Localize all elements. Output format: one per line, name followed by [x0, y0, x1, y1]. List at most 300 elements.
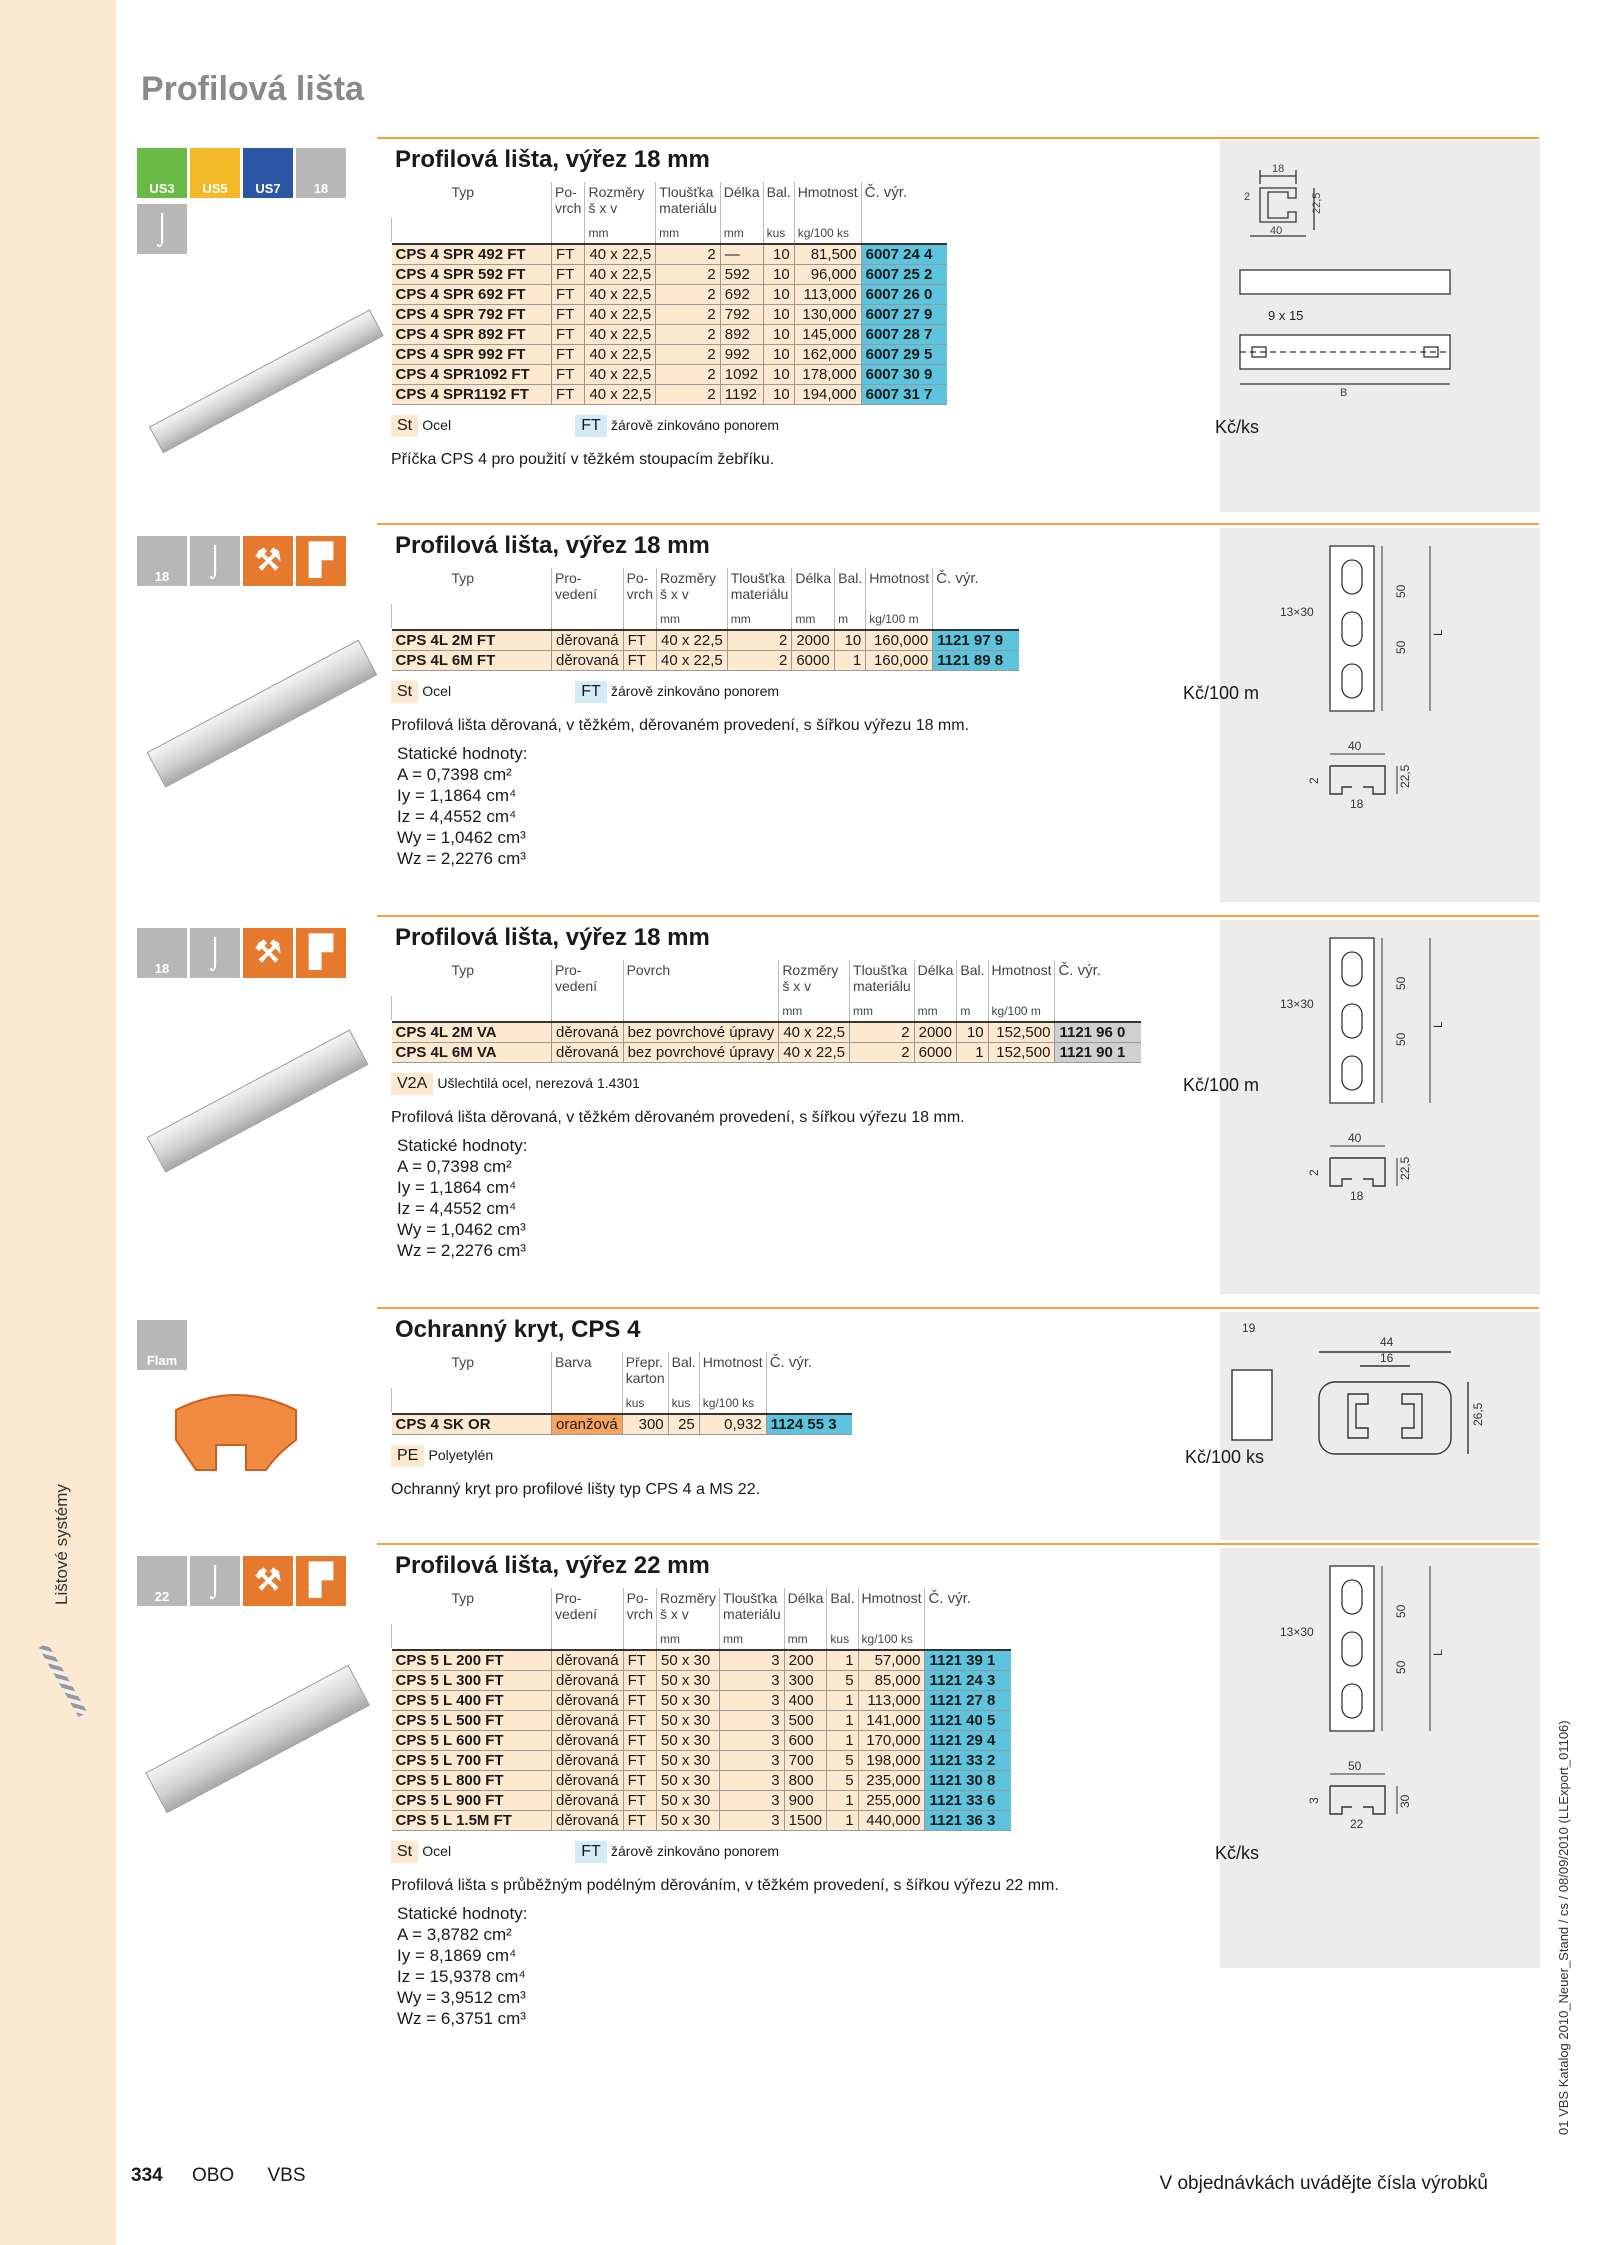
unit-label [623, 996, 779, 1020]
table-cell: CPS 4L 6M FT [392, 651, 552, 671]
table-row [392, 285, 948, 305]
width-label: 40 [1348, 1131, 1362, 1145]
stat-value: Wy = 1,0462 cm³ [397, 828, 526, 847]
section-divider [377, 915, 1539, 917]
icon-label: 18 [154, 569, 170, 584]
table-cell: 300 [784, 1671, 827, 1691]
unit-label: m [835, 604, 866, 628]
feature-icons [137, 148, 357, 254]
pitch-label: 50 [1394, 976, 1408, 990]
column-header: Bal. [668, 1352, 699, 1388]
table-cell: FT [623, 1751, 656, 1771]
svg-text:2: 2 [1244, 191, 1251, 203]
stat-value: Iz = 15,9378 cm⁴ [397, 1967, 526, 1986]
table-cell: 692 [720, 285, 763, 305]
price-unit: Kč/100 m [1182, 1075, 1259, 1095]
protective-cap-image [146, 1380, 366, 1490]
table-cell: CPS 4 SPR 492 FT [392, 244, 552, 265]
table-cell: CPS 4 SPR 692 FT [392, 285, 552, 305]
feature-icons [137, 928, 357, 978]
nail-gun-icon: ▛ [296, 928, 346, 978]
table-cell: děrovaná [552, 1043, 624, 1063]
pitch-label: 50 [1394, 640, 1408, 654]
table-cell: 113,000 [858, 1691, 925, 1711]
material-legend [377, 1073, 1539, 1103]
pitch-label: 50 [1394, 1032, 1408, 1046]
table-cell: 235,000 [858, 1771, 925, 1791]
width-label: 50 [1348, 1759, 1362, 1773]
table-cell: 25 [668, 1414, 699, 1435]
unit-label: mm [720, 1624, 785, 1648]
column-header: Tloušťka materiálu [720, 1588, 785, 1624]
section-title: Profilová lišta, výřez 18 mm [395, 532, 710, 559]
column-header: Po- vrch [623, 1588, 656, 1624]
column-header: Po- vrch [623, 568, 656, 604]
table-cell: 2 [727, 630, 792, 651]
unit-label: mm [914, 996, 957, 1020]
table-cell: 600 [784, 1731, 827, 1751]
svg-text:9 x 15: 9 x 15 [1268, 308, 1304, 323]
table-cell: 50 x 30 [657, 1671, 720, 1691]
unit-label [933, 604, 1019, 628]
column-header: Pro- vedení [552, 960, 624, 996]
column-header: Bal. [763, 182, 794, 218]
product-table [391, 182, 947, 405]
table-cell: 3 [720, 1711, 785, 1731]
icon-label: US7 [255, 181, 281, 196]
feature-icons [137, 1320, 357, 1370]
table-cell: 40 x 22,5 [779, 1043, 850, 1063]
table-cell: 10 [763, 305, 794, 325]
article-number: 1121 29 4 [925, 1731, 1011, 1751]
table-cell: 800 [784, 1771, 827, 1791]
section-divider [377, 1307, 1539, 1309]
material-name: Ušlechtilá ocel, nerezová 1.4301 [437, 1075, 640, 1091]
table-cell: bez povrchové úpravy [623, 1022, 779, 1043]
table-cell: 6000 [792, 651, 835, 671]
section-description: Profilová lišta s průběžným podélným děrováním, v těžkém provedení, s šířkou výřezu 22 mm. [391, 1877, 1059, 1894]
drill-icon: ⚒ [243, 1556, 293, 1606]
table-cell: 10 [763, 265, 794, 285]
unit-label [925, 1624, 1011, 1648]
column-header: Délka [914, 960, 957, 996]
table-cell: 50 x 30 [657, 1811, 720, 1831]
material-code: V2A [391, 1073, 433, 1095]
table-cell: FT [623, 1811, 656, 1831]
length-label: L [1431, 629, 1445, 636]
article-number: 6007 24 4 [861, 244, 947, 265]
unit-label: mm [656, 218, 721, 242]
article-number: 1121 89 8 [933, 651, 1019, 671]
rail-product-image [146, 285, 366, 445]
finish-code: FT [575, 415, 607, 437]
unit-label [623, 1624, 656, 1648]
thickness-label: 3 [1307, 1797, 1321, 1804]
table-cell: FT [623, 1791, 656, 1811]
material-code: St [391, 1841, 418, 1863]
table-row [392, 244, 948, 265]
article-number: 6007 31 7 [861, 385, 947, 405]
hook-icon: ⌡ [137, 204, 187, 254]
table-cell: CPS 4 SPR 992 FT [392, 345, 552, 365]
unit-label [623, 604, 656, 628]
unit-label: kus [827, 1624, 858, 1648]
table-cell: 1092 [720, 365, 763, 385]
section-title: Profilová lišta, výřez 18 mm [395, 924, 710, 951]
column-header: Povrch [623, 960, 779, 996]
material-code: St [391, 415, 418, 437]
footer-division: VBS [267, 2165, 306, 2186]
column-header: Č. výr. [766, 1352, 852, 1388]
unit-label [552, 1388, 623, 1412]
table-cell: 10 [763, 365, 794, 385]
slot-size-label: 13×30 [1280, 997, 1314, 1011]
table-cell: 10 [763, 385, 794, 405]
table-cell: 440,000 [858, 1811, 925, 1831]
table-cell: 592 [720, 265, 763, 285]
table-cell: děrovaná [552, 1650, 624, 1671]
material-code: St [391, 681, 418, 703]
table-cell: CPS 4 SPR1192 FT [392, 385, 552, 405]
column-header: Typ [451, 962, 475, 978]
table-cell: FT [623, 1691, 656, 1711]
column-header: Bal. [957, 960, 988, 996]
table-cell: 96,000 [794, 265, 861, 285]
unit-label [392, 1624, 552, 1648]
column-header: Tloušťka materiálu [727, 568, 792, 604]
vertical-print-note: 01 VBS Katalog 2010_Neuer_Stand / cs / 08/09/2010 (LLExport_01106) [1556, 1720, 1571, 2135]
table-cell: 141,000 [858, 1711, 925, 1731]
section-description: Příčka CPS 4 pro použití v těžkém stoupacím žebříku. [391, 451, 775, 468]
column-header: Č. výr. [933, 568, 1019, 604]
section-description: Ochranný kryt pro profilové lišty typ CPS 4 a MS 22. [391, 1481, 761, 1498]
height-label: 22,5 [1398, 1156, 1412, 1180]
unit-label: mm [779, 996, 850, 1020]
table-cell: 3 [720, 1671, 785, 1691]
column-header: Hmotnost [988, 960, 1055, 996]
product-table [391, 960, 1141, 1063]
height-label: 30 [1398, 1794, 1412, 1808]
table-cell: 5 [827, 1751, 858, 1771]
icon-label: Flam [146, 1353, 178, 1368]
feature-icons [137, 1556, 357, 1606]
material-legend [377, 1841, 1539, 1871]
table-cell: CPS 5 L 600 FT [392, 1731, 552, 1751]
article-number: 1121 39 1 [925, 1650, 1011, 1671]
width-label: 40 [1348, 739, 1362, 753]
article-number: 1121 96 0 [1055, 1022, 1141, 1043]
unit-label: mm [850, 996, 915, 1020]
unit-label: mm [585, 218, 656, 242]
unit-label: kg/100 m [988, 996, 1055, 1020]
article-number: 6007 27 9 [861, 305, 947, 325]
table-cell: FT [623, 1771, 656, 1791]
table-cell: CPS 5 L 500 FT [392, 1711, 552, 1731]
column-header: Rozměry š x v [585, 182, 656, 218]
table-cell: FT [552, 345, 585, 365]
stat-value: Wz = 6,3751 cm³ [397, 2009, 526, 2028]
column-header: Rozměry š x v [779, 960, 850, 996]
table-row [392, 1671, 1011, 1691]
section-title: Ochranný kryt, CPS 4 [395, 1316, 641, 1343]
table-cell: 85,000 [858, 1671, 925, 1691]
finish-name: žárově zinkováno ponorem [610, 683, 780, 699]
table-cell: 2 [850, 1043, 915, 1063]
table-cell: 40 x 22,5 [585, 285, 656, 305]
length-label: L [1431, 1021, 1445, 1028]
table-cell: 2 [656, 285, 721, 305]
svg-text:18: 18 [1272, 163, 1285, 175]
material-name: Polyetylén [428, 1447, 494, 1463]
table-row [392, 630, 1019, 651]
material-code: PE [391, 1445, 424, 1467]
slot-width-label: 18 [1350, 1189, 1364, 1203]
table-cell: 170,000 [858, 1731, 925, 1751]
icon-label: 18 [154, 961, 170, 976]
svg-text:40: 40 [1270, 225, 1283, 237]
feature-icons [137, 536, 357, 586]
table-cell: děrovaná [552, 651, 624, 671]
product-section-4 [377, 1310, 1539, 1499]
table-cell: oranžová [552, 1414, 623, 1435]
flame-protect-icon [137, 1320, 187, 1370]
table-cell: FT [552, 265, 585, 285]
table-cell: děrovaná [552, 1751, 624, 1771]
table-row [392, 1771, 1011, 1791]
table-cell: 40 x 22,5 [585, 325, 656, 345]
table-cell: 194,000 [794, 385, 861, 405]
table-cell: 40 x 22,5 [585, 244, 656, 265]
price-unit: Kč/ks [1214, 1843, 1259, 1863]
table-cell: FT [552, 244, 585, 265]
column-header: Bal. [835, 568, 866, 604]
stats-heading: Statické hodnoty: [397, 1136, 528, 1155]
article-number: 1121 40 5 [925, 1711, 1011, 1731]
table-cell: 6000 [914, 1043, 957, 1063]
product-table [391, 568, 1019, 671]
table-cell: 1192 [720, 385, 763, 405]
table-cell: FT [552, 365, 585, 385]
svg-text:B: B [1340, 387, 1348, 399]
stat-value: Iz = 4,4552 cm⁴ [397, 1199, 517, 1218]
table-cell: děrovaná [552, 1771, 624, 1791]
table-cell: 50 x 30 [657, 1731, 720, 1751]
unit-label: kg/100 ks [794, 218, 861, 242]
table-row [392, 1022, 1141, 1043]
column-header: Hmotnost [866, 568, 933, 604]
slot-width-label: 18 [1350, 797, 1364, 811]
footer-note: V objednávkách uvádějte čísla výrobků [1159, 2173, 1488, 2194]
article-number: 1121 30 8 [925, 1771, 1011, 1791]
table-cell: FT [623, 1731, 656, 1751]
table-cell: 1 [827, 1791, 858, 1811]
thickness-label: 2 [1307, 1169, 1321, 1176]
table-cell: 2 [656, 244, 721, 265]
unit-label: m [957, 996, 988, 1020]
table-row [392, 651, 1019, 671]
column-header: Hmotnost [858, 1588, 925, 1624]
svg-text:16: 16 [1380, 1351, 1394, 1365]
table-cell: bez povrchové úpravy [623, 1043, 779, 1063]
product-section-3 [377, 918, 1539, 1261]
unit-label: kus [622, 1388, 668, 1412]
unit-label [552, 218, 585, 242]
unit-label: mm [657, 1624, 720, 1648]
stat-value: Wy = 1,0462 cm³ [397, 1220, 526, 1239]
table-cell: 3 [720, 1791, 785, 1811]
table-cell: děrovaná [552, 1022, 624, 1043]
article-number: 6007 30 9 [861, 365, 947, 385]
stat-value: A = 0,7398 cm² [397, 1157, 512, 1176]
length-label: L [1431, 1649, 1445, 1656]
table-cell: 145,000 [794, 325, 861, 345]
hook-icon: ⌡ [190, 928, 240, 978]
unit-label [766, 1388, 852, 1412]
article-number: 1124 55 3 [766, 1414, 852, 1435]
table-cell: 40 x 22,5 [585, 365, 656, 385]
footer-brand: OBO [191, 2165, 235, 2186]
slot-22-icon [137, 1556, 187, 1606]
finish-code: FT [575, 681, 607, 703]
icon-label: 18 [313, 181, 329, 196]
table-cell: 1 [827, 1691, 858, 1711]
table-cell: CPS 5 L 200 FT [392, 1650, 552, 1671]
table-cell: 113,000 [794, 285, 861, 305]
unit-label [392, 604, 552, 628]
section-title: Profilová lišta, výřez 22 mm [395, 1552, 710, 1579]
us3-icon [137, 148, 187, 198]
stat-value: Wz = 2,2276 cm³ [397, 849, 526, 868]
material-legend [377, 1445, 1539, 1475]
material-name: Ocel [422, 417, 452, 433]
svg-text:26,5: 26,5 [1471, 1402, 1485, 1426]
table-cell: 3 [720, 1811, 785, 1831]
table-cell: 3 [720, 1731, 785, 1751]
table-cell: FT [623, 630, 656, 651]
table-cell: 700 [784, 1751, 827, 1771]
column-header: Délka [720, 182, 763, 218]
table-cell: FT [552, 325, 585, 345]
column-header: Tloušťka materiálu [656, 182, 721, 218]
table-cell: 3 [720, 1751, 785, 1771]
stat-value: Wy = 3,9512 cm³ [397, 1988, 526, 2007]
table-row [392, 1791, 1011, 1811]
table-cell: 400 [784, 1691, 827, 1711]
article-number: 6007 28 7 [861, 325, 947, 345]
price-unit: Kč/100 m [1182, 683, 1259, 703]
unit-label [392, 1388, 552, 1412]
pitch-label: 50 [1394, 1604, 1408, 1618]
stat-value: Iz = 4,4552 cm⁴ [397, 807, 517, 826]
stats-heading: Statické hodnoty: [397, 744, 528, 763]
hook-icon: ⌡ [190, 1556, 240, 1606]
table-cell: FT [552, 385, 585, 405]
nail-gun-icon: ▛ [296, 536, 346, 586]
table-cell: 50 x 30 [657, 1650, 720, 1671]
unit-label [392, 218, 552, 242]
unit-label [861, 218, 947, 242]
product-section-5 [377, 1546, 1539, 2029]
sidebar-label: Lištové systémy [52, 1484, 71, 1605]
table-cell: FT [552, 305, 585, 325]
table-cell: CPS 5 L 300 FT [392, 1671, 552, 1691]
table-row [392, 345, 948, 365]
us7-icon [243, 148, 293, 198]
article-number: 1121 33 2 [925, 1751, 1011, 1771]
table-cell: 2 [656, 365, 721, 385]
unit-label: mm [792, 604, 835, 628]
table-cell: 300 [622, 1414, 668, 1435]
svg-text:22,5: 22,5 [1311, 192, 1323, 214]
table-cell: 2 [656, 325, 721, 345]
page-title: Profilová lišta [141, 70, 364, 108]
table-cell: 50 x 30 [657, 1691, 720, 1711]
table-cell: 1 [827, 1731, 858, 1751]
table-row [392, 1414, 853, 1435]
table-cell: CPS 5 L 1.5M FT [392, 1811, 552, 1831]
table-cell: 10 [763, 285, 794, 305]
table-cell: CPS 5 L 900 FT [392, 1791, 552, 1811]
table-cell: 40 x 22,5 [585, 265, 656, 285]
hook-icon: ⌡ [190, 536, 240, 586]
table-cell: FT [623, 1711, 656, 1731]
rail-product-image [146, 1640, 366, 1800]
unit-label [552, 1624, 624, 1648]
page-number: 334 [131, 2165, 163, 2186]
table-cell: 130,000 [794, 305, 861, 325]
column-header: Barva [552, 1352, 623, 1388]
table-cell: 40 x 22,5 [779, 1022, 850, 1043]
slot-18-icon [296, 148, 346, 198]
left-margin-bar [0, 0, 116, 2245]
finish-code: FT [575, 1841, 607, 1863]
table-cell: 992 [720, 345, 763, 365]
stat-value: A = 0,7398 cm² [397, 765, 512, 784]
table-cell: CPS 4L 6M VA [392, 1043, 552, 1063]
column-header: Typ [451, 184, 475, 200]
table-cell: 2 [656, 345, 721, 365]
section-title: Profilová lišta, výřez 18 mm [395, 146, 710, 173]
table-cell: 1 [835, 651, 866, 671]
table-cell: 2 [656, 265, 721, 285]
table-cell: CPS 4 SK OR [392, 1414, 552, 1435]
table-cell: 900 [784, 1791, 827, 1811]
icon-label: US5 [202, 181, 228, 196]
material-legend [377, 415, 1539, 445]
slot-18-icon [137, 536, 187, 586]
table-cell: 0,932 [699, 1414, 766, 1435]
table-row [392, 1043, 1141, 1063]
column-header: Po- vrch [552, 182, 585, 218]
unit-label: mm [720, 218, 763, 242]
table-cell: 40 x 22,5 [585, 385, 656, 405]
article-number: 1121 97 9 [933, 630, 1019, 651]
column-header: Rozměry š x v [657, 1588, 720, 1624]
section-description: Profilová lišta děrovaná, v těžkém, děrovaném provedení, s šířkou výřezu 18 mm. [391, 717, 970, 734]
column-header: Typ [451, 570, 475, 586]
table-cell: děrovaná [552, 1711, 624, 1731]
material-legend [377, 681, 1539, 711]
table-cell: FT [552, 285, 585, 305]
nail-gun-icon: ▛ [296, 1556, 346, 1606]
height-label: 22,5 [1398, 764, 1412, 788]
table-row [392, 1691, 1011, 1711]
stat-value: A = 3,8782 cm² [397, 1925, 512, 1944]
thickness-label: 2 [1307, 777, 1321, 784]
table-cell: 1 [827, 1650, 858, 1671]
table-row [392, 325, 948, 345]
unit-label: kg/100 ks [699, 1388, 766, 1412]
